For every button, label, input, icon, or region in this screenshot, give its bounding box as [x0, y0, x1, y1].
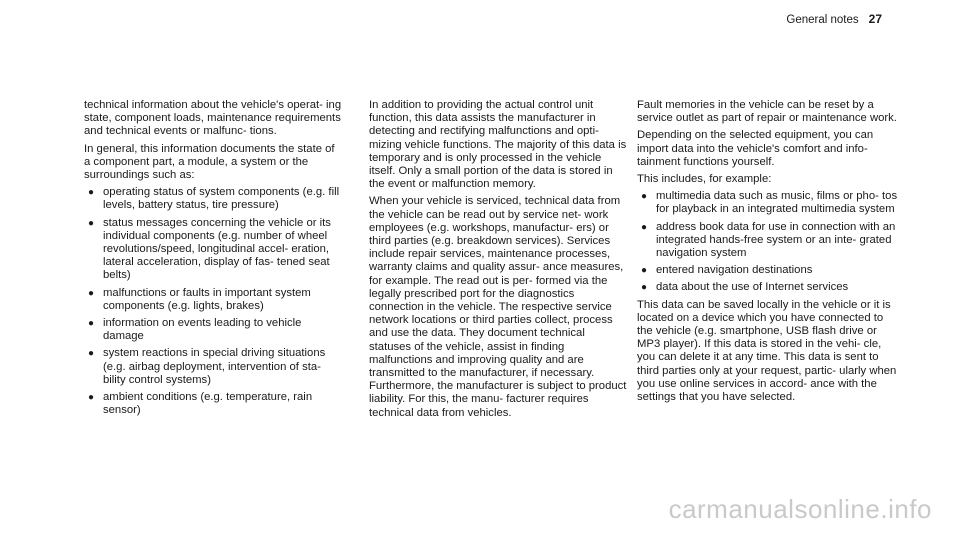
list-item: ● multimedia data such as music, films or pho- tos for playback in an integrated multimedia system — [641, 190, 898, 216]
paragraph: This data can be saved locally in the vehicle or it is located on a device which you have connected to the vehicle (e.g. smartphone, USB flash drive or MP3 player). If this data is stored in the vehi- cle, you can delete it at any time. This data is sent to third parties only at your request, partic- ularly when you use online services in accord- ance with the settings that you have selected. — [637, 298, 897, 404]
text-column-1 — [84, 99, 342, 421]
bullet-icon: ● — [88, 392, 95, 404]
list-item: ● malfunctions or faults in important system components (e.g. lights, brakes) — [88, 286, 311, 312]
bullet-icon: ● — [641, 282, 648, 294]
paragraph: This includes, for example: — [637, 173, 772, 186]
paragraph: Depending on the selected equipment, you can import data into the vehicle's comfort and info- tainment functions yourself. — [637, 129, 874, 168]
bullet-icon: ● — [88, 187, 95, 199]
list-item: ● operating status of system components (e.g. fill levels, battery status, tire pressure) — [88, 186, 340, 212]
paragraph: Fault memories in the vehicle can be reset by a service outlet as part of repair or maintenance work. — [637, 99, 897, 125]
page-number: 27 — [868, 12, 882, 26]
page-header — [786, 12, 882, 26]
bullet-icon: ● — [641, 265, 648, 277]
paragraph: In general, this information documents the state of a component part, a module, a system or the surroundings such as: — [84, 142, 335, 182]
list-item: ● status messages concerning the vehicle or its individual components (e.g. number of wheel revolutions/speed, longitudinal accel- eration, lateral acceleration, display of fas- tened seat belts) — [88, 216, 331, 282]
bullet-icon: ● — [88, 318, 95, 330]
list-item: ● ambient conditions (e.g. temperature, rain sensor) — [88, 391, 313, 417]
list-item: ● data about the use of Internet services — [641, 281, 849, 294]
list-item: ● address book data for use in connection with an integrated hands-free system or an inte- grated navigation system — [641, 220, 896, 260]
paragraph: When your vehicle is serviced, technical data from the vehicle can be read out by service net- work employees (e.g. workshops, manufactur- ers) or third parties (e.g. breakdown services). Services include repair services, maintenance processes, warranty claims and quality assur- ance measures, for example. The read out is per- formed via the legally prescribed port for the diagnostics connection in the vehicle. The respective service network locations or third parties collect, process and use the data. They document technical statuses of the vehicle, assist in finding malfunctions and improving quality and are transmitted to the manufacturer, if necessary. Furthermore, the manufacturer is subject to product liability. For this, the manu- facturer requires technical data from vehicles. — [369, 195, 627, 419]
text-column-2 — [369, 99, 627, 424]
bullet-icon: ● — [641, 191, 648, 203]
list-item: ● information on events leading to vehicle damage — [88, 317, 302, 343]
bullet-list — [637, 190, 899, 294]
bullet-icon: ● — [88, 217, 95, 229]
watermark: carmanualsonline.info — [668, 494, 932, 524]
list-item: ● system reactions in special driving situations (e.g. airbag deployment, intervention of sta- bility control systems) — [88, 347, 326, 386]
section-title: General notes — [786, 14, 859, 26]
text-column-3 — [637, 99, 899, 408]
bullet-icon: ● — [88, 287, 95, 299]
list-item: ● entered navigation destinations — [641, 264, 813, 277]
bullet-list — [84, 186, 342, 417]
bullet-icon: ● — [641, 221, 648, 233]
paragraph: In addition to providing the actual control unit function, this data assists the manufacturer in detecting and rectifying malfunctions and opti- mizing vehicle functions. The majority of this data is temporary and is only processed in the vehicle itself. Only a small portion of the data is stored in the event or malfunction memory. — [369, 99, 627, 191]
bullet-icon: ● — [88, 348, 95, 360]
paragraph: technical information about the vehicle's operat- ing state, component loads, maintenance requirements and technical events or malfunc- tions. — [84, 99, 342, 138]
